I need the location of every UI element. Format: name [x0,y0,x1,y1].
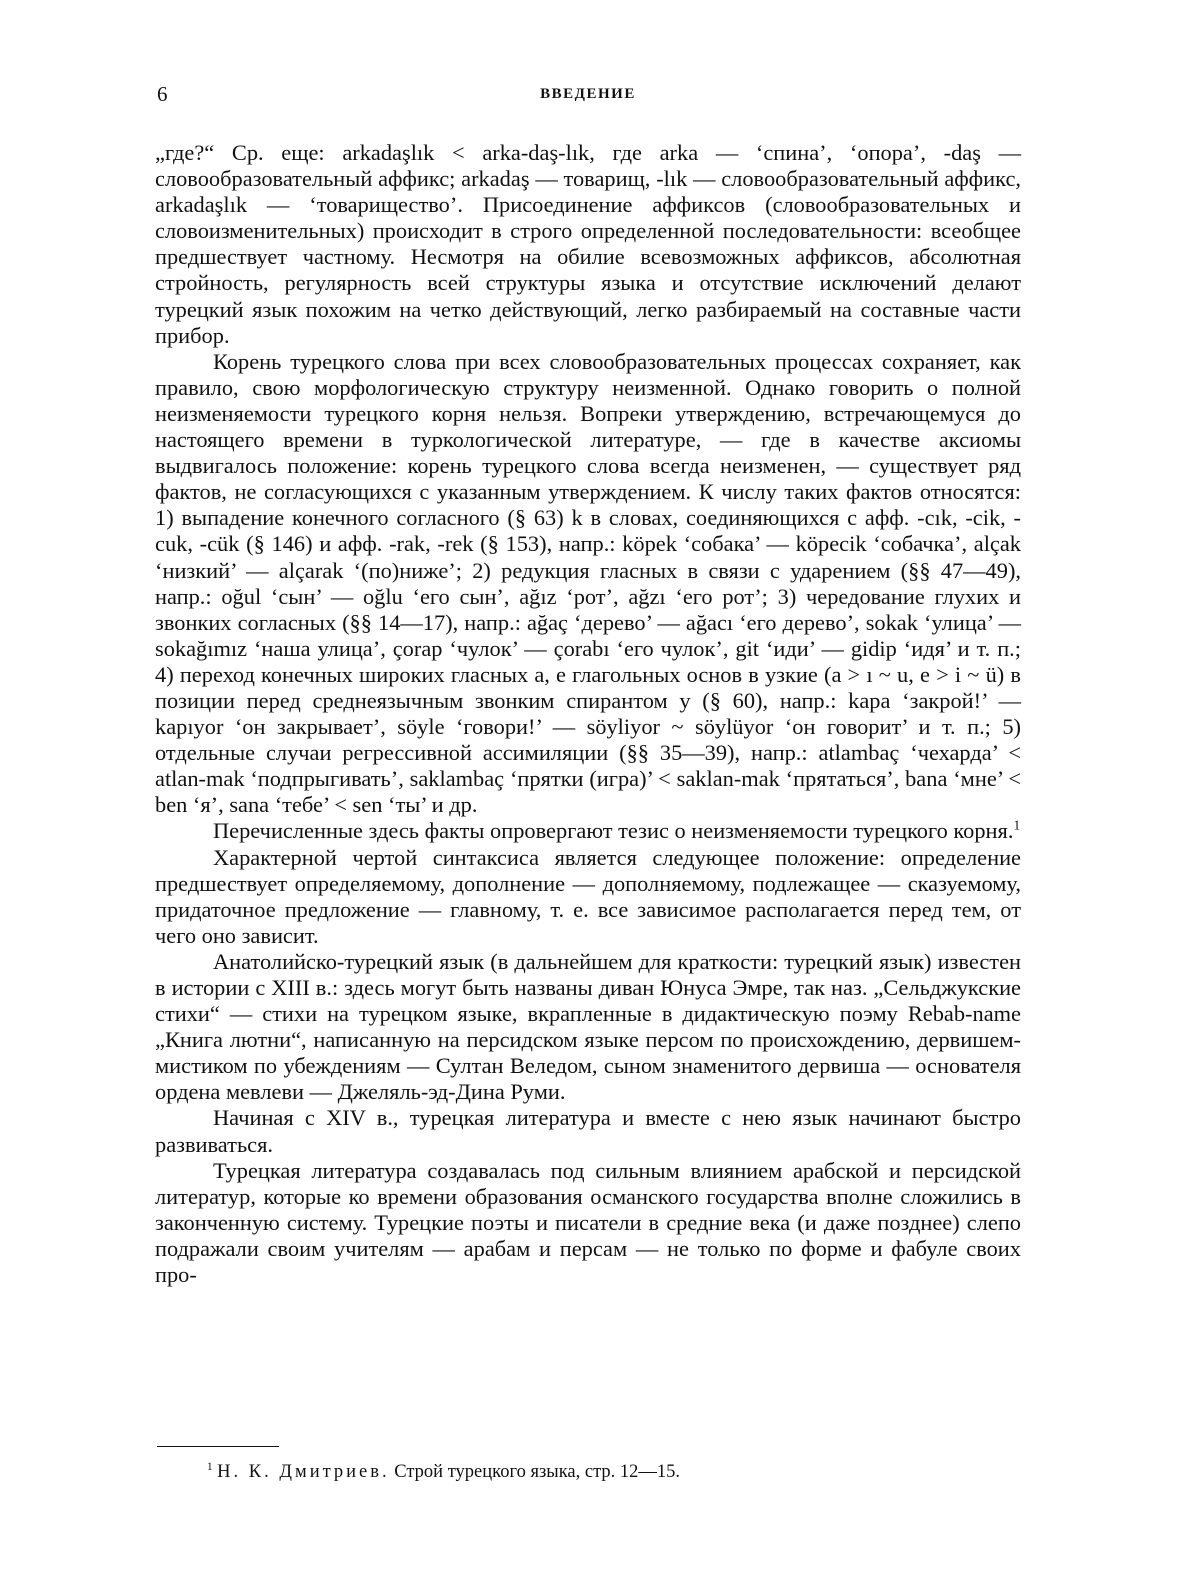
footnote-author: Н. К. Дмитриев. [217,1462,390,1482]
footnote-text: Строй турецкого языка, стр. 12—15. [394,1462,681,1482]
running-head: ВВЕДЕНИЕ [540,86,636,102]
paragraph: Корень турецкого слова при всех словообразовательных процессах сохраняет, как правило, свою морфологическую структуру неизменной. Однако говорить о полной неизменяемости турецкого корня нельзя. Вопреки утверждению, встречающемуся до настоящего времени в туркологической литературе, — где в качестве аксиомы выдвигалось положение: корень турецкого слова всегда неизменен, — существует ряд фактов, не согласующихся с указанным утверждением. К числу таких фактов относятся: 1) выпадение конечного согласного (§ 63) k в словах, соединяющихся с афф. -cık, -cik, -cuk, -cük (§ 146) и афф. -rak, -rek (§ 153), напр.: köpek ‘собака’ — köpecik ‘собачка’, alçak ‘низкий’ — alçarak ‘(по)ниже’; 2) редукция гласных в связи с ударением (§§ 47—49), напр.: oğul ‘сын’ — oğlu ‘его сын’, ağız ‘рот’, ağzı ‘его рот’; 3) чередование глухих и звонких согласных (§§ 14—17), напр.: ağaç ‘дерево’ — ağacı ‘его дерево’, sokak ‘улица’ — sokağımız ‘наша улица’, çorap ‘чулок’ — çorabı ‘его чулок’, git ‘иди’ — gidip ‘идя’ и т. п.; 4) переход конечных широких гласных a, e глагольных основ в узкие (a > ı ~ u, e > i ~ ü) в позиции перед среднеязычным звонким спирантом y (§ 60), напр.: kapa ‘закрой!’ — kapıyor ‘он закрывает’, söyle ‘говори!’ — söyliyor ~ söylüyor ‘он говорит’ и т. п.; 5) отдельные случаи регрессивной ассимиляции (§§ 35—39), напр.: atlambaç ‘чехарда’ < atlan-mak ‘подпрыгивать’, saklambaç ‘прятки (игра)’ < saklan-mak ‘прятаться’, bana ‘мне’ < ben ‘я’, sana ‘тебе’ < sen ‘ты’ и др. [155,348,1021,818]
page-number: 6 [157,82,168,106]
paragraph: Анатолийско-турецкий язык (в дальнейшем для краткости: турецкий язык) известен в истории с XIII в.: здесь могут быть названы диван Юнуса Эмре, так наз. „Сельджукские стихи“ — стихи на турецком языке, вкрапленные в дидактическую поэму Rebab-name „Книга лютни“, написанную на персидском языке персом по происхождению, дервишем-мистиком по убеждениям — Султан Веледом, сыном знаменитого дервиша — основателя ордена мевлеви — Джеляль-эд-Дина Руми. [155,948,1021,1105]
paragraph: „где?“ Ср. еще: arkadaşlık < arka-daş-lık, где arka — ‘спина’, ‘опора’, -daş — словообразовательный аффикс; arkadaş — товарищ, -lık — словообразовательный аффикс, arkadaşlık — ‘товарищество’. Присоединение аффиксов (словообразовательных и словоизменительных) происходит в строго определенной последовательности: всеобщее предшествует частному. Несмотря на обилие всевозможных аффиксов, абсолютная стройность, регулярность всей структуры языка и отсутствие исключений делают турецкий язык похожим на четко действующий, легко разбираемый на составные части прибор. [155,140,1021,348]
page-header [157,82,1019,112]
footnote-number: 1 [207,1460,213,1473]
footnote-divider [157,1446,279,1447]
paragraph: Турецкая литература создавалась под сильным влиянием арабской и персидской литератур, которые ко времени образования османского государства вполне сложились в законченную систему. Турецкие поэты и писатели в средние века (и даже позднее) слепо подражали своим учителям — арабам и персам — не только по форме и фабуле своих про- [155,1157,1021,1288]
footnote-marker[interactable]: 1 [1013,817,1021,833]
paragraph: Начиная с XIV в., турецкая литература и вместе с нею язык начинают быстро развиваться. [155,1105,1021,1157]
footnote [207,1462,680,1483]
main-text [155,140,1021,1288]
paragraph-text: Перечисленные здесь факты опровергают тезис о неизменяемости турецкого корня. [213,818,1014,844]
paragraph: Характерной чертой синтаксиса является следующее положение: определение предшествует определяемому, дополнение — дополняемому, подлежащее — сказуемому, придаточное предложение — главному, т. е. все зависимое располагается перед тем, от чего оно зависит. [155,844,1021,948]
paragraph-with-footnote [155,818,1021,844]
